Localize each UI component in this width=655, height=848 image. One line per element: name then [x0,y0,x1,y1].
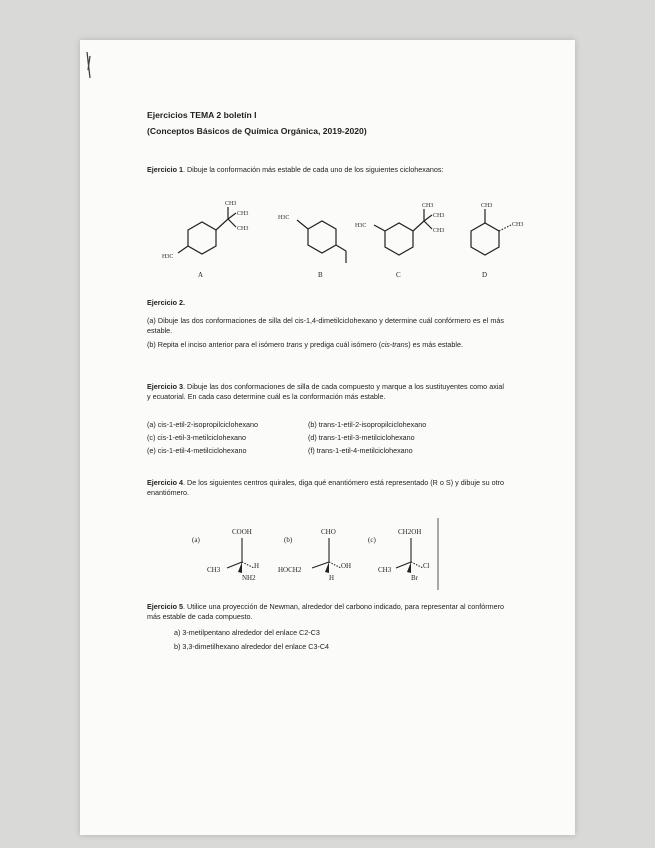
ej4-a-wedge: NH2 [242,574,256,582]
ej4-b-wedge: H [329,574,335,582]
ej2-b-cis-trans: cis-trans [381,340,409,349]
ej3-item-c: (c) cis-1-etil-3-metilciclohexano [147,433,247,442]
ej2-label: Ejercicio 2. [147,298,185,307]
ej5-text: . Utilice una proyección de Newman, alrededor del carbono indicado, para representar al confórmero más estable de cada compuesto. [147,602,505,621]
ej4-b-hash: OH [341,562,352,570]
ej5-item-a: a) 3-metilpentano alrededor del enlace C2-C3 [174,628,320,637]
ej4-a-tag: (a) [192,536,200,544]
ej3-item-a: (a) cis-1-etil-2-isopropilciclohexano [147,420,259,429]
ej3-label: Ejercicio 3 [147,382,183,391]
ej2-b-post: ) es más estable. [408,340,464,349]
ej1-d-sub-1: CH3 [481,203,493,209]
ej3-text: . Dibuje las dos conformaciones de silla de cada compuesto y marque a los sustituyentes como axial y ecuatorial. En cada caso determine cuál es la conformación más estable. [147,382,504,401]
ej1-a-sub-3: CH3 [237,226,249,232]
ej4-b-top: CHO [321,528,336,536]
ej1-label-c: C [396,271,401,279]
ej2-b-trans: trans [286,340,303,349]
ej1-d-sub-2: CH3 [512,222,524,228]
ej1-a-sub-2: CH3 [237,211,249,217]
ej3-item-e: (e) cis-1-etil-4-metilciclohexano [147,446,247,455]
ej1-label-d: D [482,271,488,279]
ej4-a-hash: H [254,562,260,570]
pen-mark [84,48,104,88]
ej4-b-left: HOCH2 [278,566,302,574]
ej1-c-sub-2: CH3 [433,213,445,219]
ej1-c-sub-4: H3C [355,223,367,229]
ej1-c-sub-3: CH3 [433,228,445,234]
ej3-item-b: (b) trans-1-etil-2-isopropilciclohexano [308,420,427,429]
ej4-b-tag: (b) [284,536,293,544]
ej1-b-sub-1: H3C [278,215,290,221]
ej4-c-top: CH2OH [398,528,422,536]
ej4-c-tag: (c) [368,536,376,544]
ej4-c-wedge: Br [411,574,418,582]
ej1-label-a: A [198,271,204,279]
ej4-label: Ejercicio 4 [147,478,183,487]
ej4-text: . De los siguientes centros quirales, diga qué enantiómero está representado (R o S) y dibuje su otro enantiómero. [147,478,504,497]
ej1-a-sub-1: CH3 [225,201,237,207]
ej1-a-sub-4: H3C [162,254,174,260]
ej5-statement [147,602,504,622]
ej1-statement [147,165,443,175]
ej1-text: . Dibuje la conformación más estable de cada uno de los siguientes ciclohexanos: [182,165,444,174]
ej5-item-b: b) 3,3-dimetilhexano alrededor del enlace C3-C4 [174,642,330,651]
ej3-item-d: (d) trans-1-etil-3-metilciclohexano [308,433,415,442]
ej1-structures [140,195,540,285]
ej3-statement [147,382,504,402]
ej3-item-f: (f) trans-1-etil-4-metilciclohexano [308,446,413,455]
document-page [80,40,575,835]
ej4-a-top: COOH [232,528,252,536]
ej4-c-left: CH3 [378,566,392,574]
ej4-structures [180,518,460,590]
ej2-a: (a) Dibuje las dos conformaciones de silla del cis-1,4-dimetilciclohexano y determine cuál confórmero es el más estable. [147,316,504,335]
ej2-b-mid: y prediga cuál isómero ( [302,340,382,349]
document-title: Ejercicios TEMA 2 boletín I [147,110,257,120]
document-subtitle: (Conceptos Básicos de Química Orgánica, 2019-2020) [147,126,367,136]
ej2-b-pre: (b) Repita el inciso anterior para el isómero [147,340,287,349]
ej1-label: Ejercicio 1 [147,165,183,174]
ej4-statement [147,478,504,498]
ej2-b [147,340,504,350]
ej1-label-b: B [318,271,323,279]
ej4-c-hash: Cl [423,562,430,570]
ej5-label: Ejercicio 5 [147,602,184,611]
ej4-a-left: CH3 [207,566,221,574]
ej1-c-sub-1: CH3 [422,203,434,209]
